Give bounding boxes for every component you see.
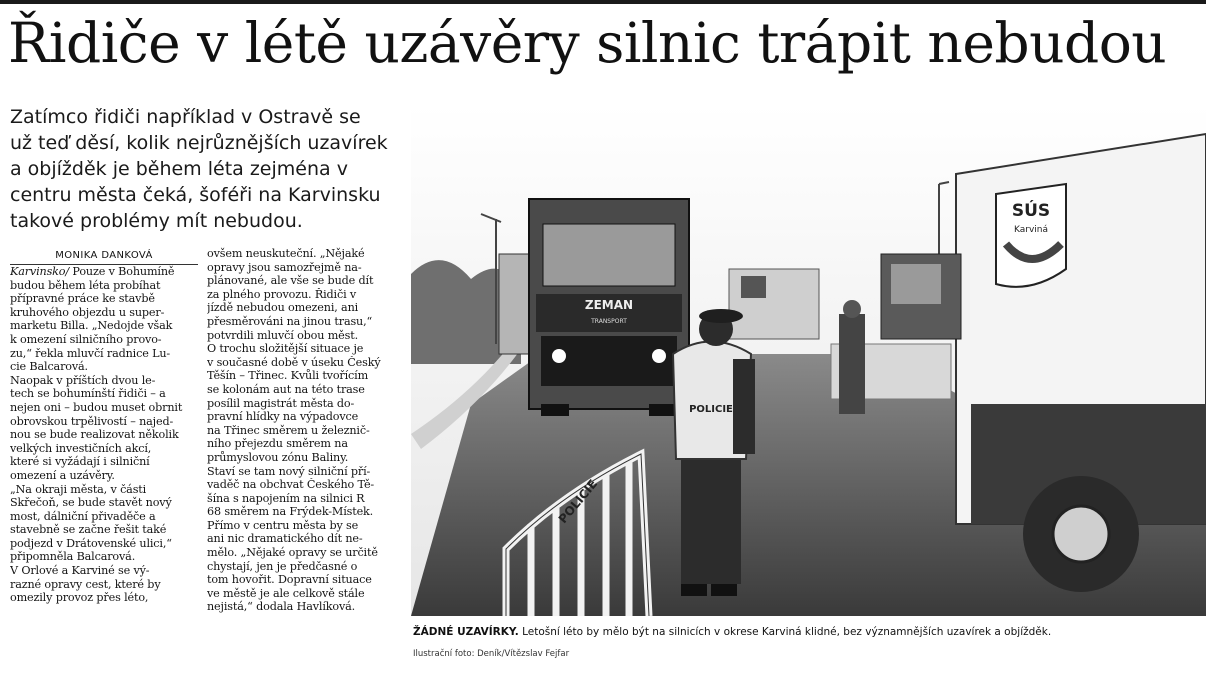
vest-text: POLICIE [689,404,733,415]
photo-caption [413,626,1203,638]
lead-line: takové problémy mít nebudou. [10,210,303,232]
article-line: zu,“ řekla mluvčí radnice Lu- [10,346,171,360]
article-line: přípravné práce ke stavbě [10,292,155,306]
van-logo: SÚS [1011,201,1051,221]
article-line: Staví se tam nový silniční pří- [207,464,371,478]
article-line: k omezení silničního provo- [10,332,162,346]
article-line: razné opravy cest, které by [10,577,161,591]
truck-brand: ZEMAN [584,298,634,312]
news-photo [411,104,1206,616]
top-rule [0,0,1206,4]
article-line: opravy jsou samozřejmě na- [207,260,362,274]
article-line: tech se bohumínští řidiči – a [10,387,166,401]
barrier-text: POLICIE [555,476,601,527]
article-line: jízdě nebudou omezeni, ani [207,301,359,315]
van-logo-sub: Karviná [1013,225,1049,235]
article-line: chystají, jen je předčasné o [207,559,358,573]
lead-line: Zatímco řidiči například v Ostravě se [10,106,361,128]
lead-line: a objížděk je během léta zejména v [10,158,348,180]
article-line: stavebně se začne řešit také [10,523,167,537]
photo-illustration [411,104,1206,616]
article-line: se kolonám aut na této trase [207,382,365,396]
article-line: ovšem neuskuteční. „Nějaké [207,247,365,260]
article-line: obrovskou trpělivostí – najed- [10,414,174,428]
article-line: cie Balcarová. [10,360,88,374]
article-line: tom hovořit. Dopravní situace [207,573,372,587]
article-line: podjezd v Drátovenské ulici,“ [10,536,172,550]
article-line: V Orlové a Karviné se vý- [10,564,150,578]
author-byline: MONIKA DANKOVÁ [10,250,198,265]
lead-line: už teď děsí, kolik nejrůznějších uzavírek [10,132,388,154]
article-line: potvrdili mluvčí obou měst. [207,328,358,342]
article-line: za plného provozu. Řidiči v [207,287,357,301]
first-line-text: Pouze v Bohumíně [69,265,175,278]
article-line: nou se bude realizovat několik [10,428,179,442]
article-line: průmyslovou zónu Baliny. [207,450,349,464]
article-line: posílil magistrát města do- [207,396,355,410]
truck-brand-sub: TRANSPORT [591,318,627,325]
article-line: které si vyžádají i silniční [10,455,150,469]
article-line: O trochu složitější situace je [207,342,364,356]
caption-text: Letošní léto by mělo být na silnicích v okrese Karviná klidné, bez významnějších uzavírek a objížděk. [518,626,1052,638]
article-line: omezily provoz přes léto, [10,591,149,605]
lead-paragraph [10,104,405,234]
article-line: plánované, ale vše se bude dít [207,274,374,288]
article-line: Skřečoň, se bude stavět nový [10,496,172,510]
article-line: 68 směrem na Frýdek-Místek. [207,505,374,519]
article-line: ani nic dramatického dít ne- [207,532,363,546]
article-line: kruhového objezdu u super- [10,305,165,319]
article-line: velkých investičních akcí, [10,441,152,455]
dateline: Karvinsko/ [10,265,70,278]
article-line: nejen oni – budou muset obrnit [10,400,183,414]
article-line: Těšín – Třinec. Kvůli tvořícím [207,369,369,383]
article-line: ve městě je ale celkově stále [207,586,365,600]
article-line: ního přejezdu směrem na [207,437,348,451]
article-line: marketu Billa. „Nedojde však [10,319,173,333]
first-line [10,265,200,279]
article-line: budou během léta probíhat [10,278,161,292]
caption-label: ŽÁDNÉ UZAVÍRKY. [413,626,519,638]
article-column-2 [207,247,397,614]
article-column-1 [10,265,200,605]
article-line: „Na okraji města, v části [10,482,147,496]
article-line: Přímo v centru města by se [207,518,359,532]
article-line: mělo. „Nějaké opravy se určitě [207,546,378,560]
headline: Řidiče v létě uzávěry silnic trápit nebudou [8,11,1167,75]
photo-credit: Ilustrační foto: Deník/Vítězslav Fejfar [413,649,570,659]
article-line: nejistá,“ dodala Havlíková. [207,600,356,614]
article-line: omezení a uzávěry. [10,468,115,482]
article-line: šína s napojením na silnici R [207,491,365,505]
article-line: připomněla Balcarová. [10,550,136,564]
article-line: Naopak v příštích dvou le- [10,373,156,387]
article-line: přesměrováni na jinou trasu,“ [207,314,373,328]
article-line: pravní hlídky na výpadovce [207,410,359,424]
article-line: most, dálniční přivaděče a [10,509,156,523]
lead-line: centru města čeká, šoféři na Karvinsku [10,184,381,206]
article-line: na Třinec směrem u železnič- [207,423,370,437]
article-line: v současné době v úseku Český [207,355,381,369]
article-line: vaděč na obchvat Českého Tě- [207,478,375,492]
